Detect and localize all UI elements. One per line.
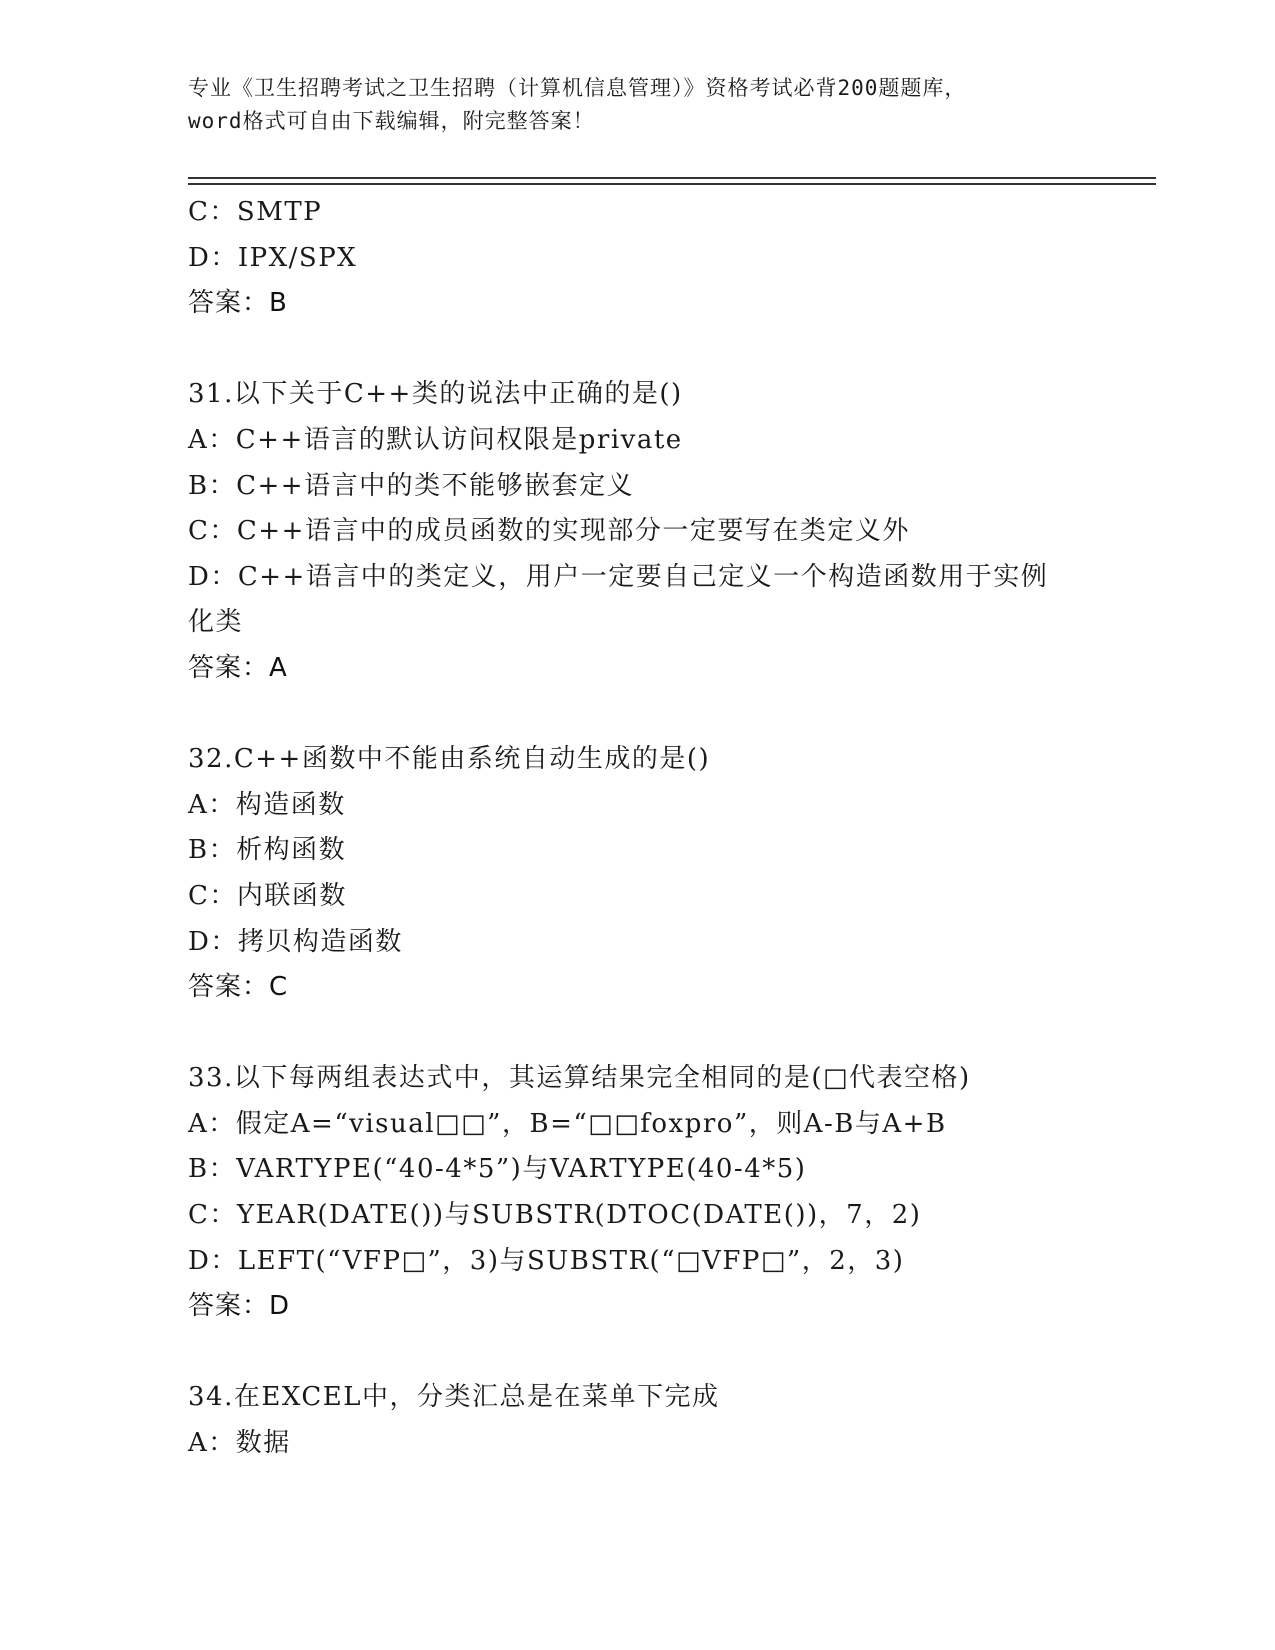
question-block-31 bbox=[188, 372, 1088, 691]
question-block-34 bbox=[188, 1375, 1088, 1466]
spacer bbox=[188, 327, 1088, 373]
question-text: 33.以下每两组表达式中，其运算结果完全相同的是(□代表空格) bbox=[188, 1063, 971, 1094]
option-b: B：VARTYPE(“40-4*5”)与VARTYPE(40-4*5) bbox=[188, 1154, 807, 1185]
answer-text: 答案：C bbox=[188, 972, 289, 1003]
option-b: B：C++语言中的类不能够嵌套定义 bbox=[188, 470, 635, 501]
option-a: A：数据 bbox=[188, 1428, 291, 1459]
document-header bbox=[188, 72, 1088, 138]
question-block-30 bbox=[188, 190, 1088, 327]
answer-text: 答案：D bbox=[188, 1291, 291, 1322]
header-divider-top bbox=[188, 177, 1156, 179]
answer-text: 答案：B bbox=[188, 288, 288, 319]
option-a: A：假定A=“visual□□”，B=“□□foxpro”，则A-B与A+B bbox=[188, 1108, 947, 1139]
spacer bbox=[188, 692, 1088, 738]
spacer bbox=[188, 1011, 1088, 1057]
option-c: C：内联函数 bbox=[188, 880, 347, 911]
spacer bbox=[188, 1330, 1088, 1376]
option-d: D：C++语言中的类定义，用户一定要自己定义一个构造函数用于实例 bbox=[188, 561, 1049, 592]
option-b: B：析构函数 bbox=[188, 835, 347, 866]
option-c: C：SMTP bbox=[188, 197, 323, 227]
question-block-33 bbox=[188, 1056, 1088, 1330]
option-d: D：LEFT(“VFP□”，3)与SUBSTR(“□VFP□”，2，3) bbox=[188, 1245, 905, 1276]
header-title-line-2: word格式可自由下载编辑，附完整答案！ bbox=[188, 109, 595, 133]
option-c: C：C++语言中的成员函数的实现部分一定要写在类定义外 bbox=[188, 516, 910, 547]
question-text: 34.在EXCEL中，分类汇总是在菜单下完成 bbox=[188, 1382, 720, 1413]
option-d: D：IPX/SPX bbox=[188, 242, 358, 273]
option-c: C：YEAR(DATE())与SUBSTR(DTOC(DATE())，7，2) bbox=[188, 1200, 922, 1231]
question-text: 31.以下关于C++类的说法中正确的是() bbox=[188, 379, 683, 410]
header-divider-bottom bbox=[188, 183, 1156, 185]
question-block-32 bbox=[188, 737, 1088, 1011]
option-d-continued: 化类 bbox=[188, 607, 244, 638]
header-title-line-1: 专业《卫生招聘考试之卫生招聘（计算机信息管理）》资格考试必背200题题库， bbox=[188, 76, 967, 100]
option-a: A：构造函数 bbox=[188, 789, 346, 820]
option-a: A：C++语言的默认访问权限是private bbox=[188, 424, 683, 455]
option-d: D：拷贝构造函数 bbox=[188, 926, 403, 957]
question-content bbox=[188, 190, 1088, 1467]
question-text: 32.C++函数中不能由系统自动生成的是() bbox=[188, 744, 711, 775]
answer-text: 答案：A bbox=[188, 652, 288, 683]
